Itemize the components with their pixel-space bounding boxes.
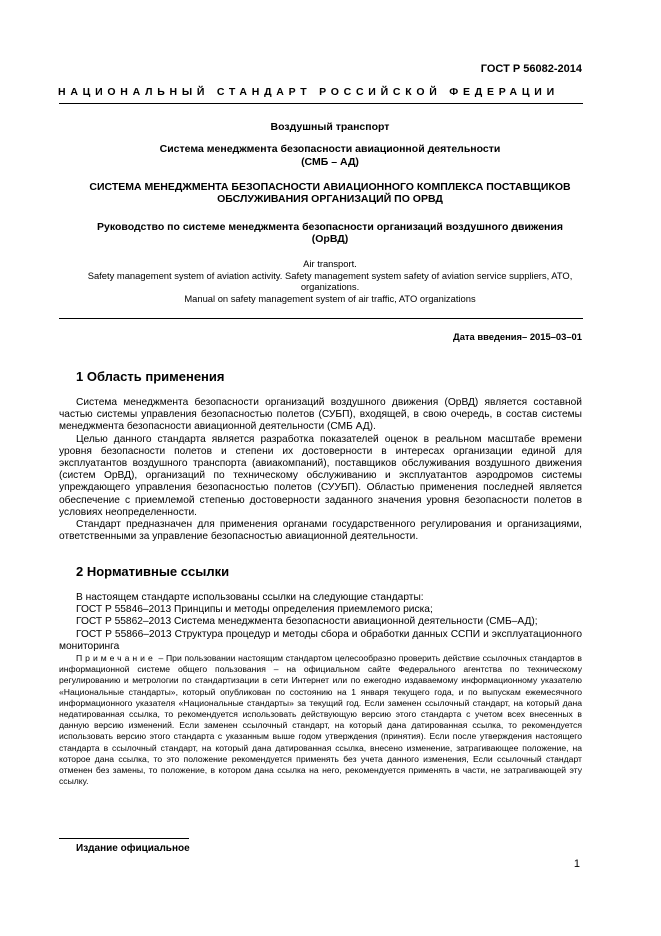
title-system-line: Система менеджмента безопасности авиационной деятельности bbox=[159, 143, 501, 155]
intro-rule bbox=[59, 318, 583, 319]
national-standard-heading: НАЦИОНАЛЬНЫЙ СТАНДАРТ РОССИЙСКОЙ ФЕДЕРАЦИИ bbox=[58, 86, 559, 98]
section1-paragraph3: Стандарт предназначен для применения органами государственного регулирования и организациями, ответственными за управление безопасностью авиационной деятельности. bbox=[59, 519, 582, 543]
introduction-date: Дата введения– 2015–03–01 bbox=[453, 331, 582, 342]
section2-heading: 2 Нормативные ссылки bbox=[76, 564, 230, 579]
main-title-line2: ОБСЛУЖИВАНИЯ ОРГАНИЗАЦИЙ ПО ОРВД bbox=[217, 193, 443, 205]
section1-paragraph2: Целью данного стандарта является разработка показателей оценок в реальном масштабе времени уровня безопасности полетов и степени их достоверности в интересах организации единой для эксплуатантов воздушного транспорта (авиакомпаний), поставщиков обслуживания воздушного движения (систем ОрВД), организаций по техническому обслуживанию и эксплуатантов аэродромов системы упреждающего управления безопасностью полетов (СУУБП). Областью применения последней является обеспечение с приемлемой степенью достоверности заданного значения уровня безопасности полетов в условиях неопределенности. bbox=[59, 433, 582, 518]
section2-paragraph2: ГОСТ Р 55846–2013 Принципы и методы определения приемлемого риска; bbox=[76, 604, 433, 616]
english-title-line2: Safety management system of aviation activity. Safety management system safety of aviation service suppliers, ATO, bbox=[87, 270, 573, 281]
english-title-line1: Air transport. bbox=[303, 258, 357, 269]
section2-paragraph3: ГОСТ Р 55862–2013 Система менеджмента безопасности авиационной деятельности (СМБ–АД); bbox=[76, 616, 538, 628]
page-number: 1 bbox=[573, 858, 580, 870]
english-title-line3: organizations. bbox=[300, 281, 360, 292]
footer-rule bbox=[59, 838, 189, 839]
note-block bbox=[59, 653, 582, 787]
section2-paragraph4: ГОСТ Р 55866–2013 Структура процедур и методы сбора и обработки данных ССПИ и эксплуатационного мониторинга bbox=[59, 628, 582, 652]
header-rule bbox=[59, 103, 583, 104]
section1-paragraph1: Система менеджмента безопасности организаций воздушного движения (ОрВД) является составной частью системы управления безопасностью полетов (СУБП), входящей, в свою очередь, в состав системы менеджмента безопасности авиационной деятельности (СМБ АД). bbox=[59, 397, 582, 433]
title-abbreviation: (СМБ – АД) bbox=[301, 156, 359, 168]
note-paragraph bbox=[59, 653, 582, 787]
main-title-line1: СИСТЕМА МЕНЕДЖМЕНТА БЕЗОПАСНОСТИ АВИАЦИОННОГО КОМПЛЕКСА ПОСТАВЩИКОВ bbox=[89, 181, 571, 193]
subtitle-line1: Руководство по системе менеджмента безопасности организаций воздушного движения bbox=[97, 221, 563, 233]
official-edition: Издание официальное bbox=[76, 843, 190, 854]
section2-paragraph1: В настоящем стандарте использованы ссылки на следующие стандарты: bbox=[76, 592, 424, 603]
english-title-line4: Manual on safety management system of air traffic, ATO organizations bbox=[184, 293, 476, 304]
section2-body bbox=[59, 592, 582, 653]
note-label: Примечание bbox=[76, 653, 156, 663]
title-air-transport: Воздушный транспорт bbox=[270, 121, 390, 133]
subtitle-line2: (ОрВД) bbox=[311, 233, 349, 245]
note-text: – При пользовании настоящим стандартом целесообразно проверить действие ссылочных стандартов в информационной системе общего пользования – на официальном сайте Федерального агентства по техническому регулированию и метрологии по стандартизации в сети Интернет или по ежегодно издаваемому информационному указателю «Национальные стандарты», который опубликован по состоянию на 1 января текущего года, и по выпускам ежемесячного информационного указателя «Национальные стандарты» за текущий год. Если заменен ссылочный стандарт, на который дана недатированная ссылка, то рекомендуется использовать действующую версию этого стандарта с учетом всех внесенных в данную версию изменений. Если заменен ссылочный стандарт, на который дана датированная ссылка, то рекомендуется использовать версию этого стандарта с указанным выше годом утверждения (принятия). Если после утверждения настоящего стандарта в ссылочный стандарт, на который дана датированная ссылка, внесено изменение, затрагивающее положение, на которое дана ссылка, то это положение рекомендуется применять без учета данного изменения, Если ссылочный стандарт отменен без замены, то положение, в котором дана ссылка на него, рекомендуется применять в части, не затрагивающей эту ссылку. bbox=[59, 653, 582, 787]
section1-body bbox=[59, 397, 582, 543]
standard-number: ГОСТ Р 56082-2014 bbox=[480, 63, 582, 75]
section1-heading: 1 Область применения bbox=[76, 369, 225, 384]
